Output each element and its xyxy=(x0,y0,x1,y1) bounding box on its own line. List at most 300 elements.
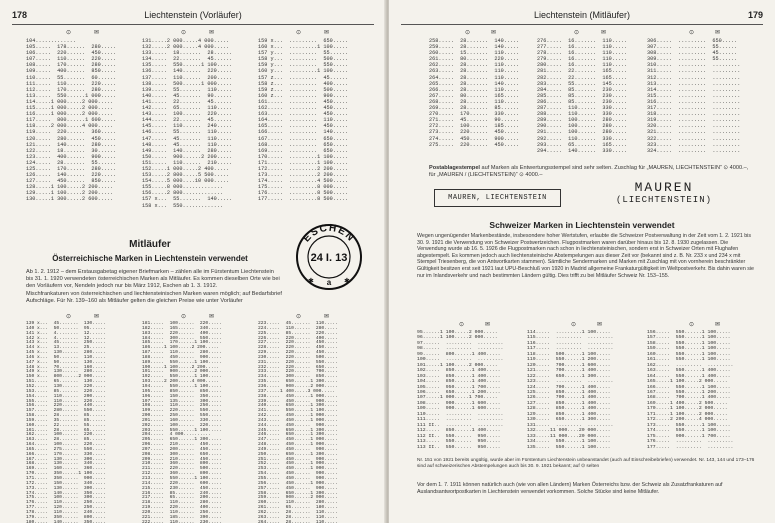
table-row: 160 y... .........1 100..... xyxy=(258,68,349,75)
table-row: 226..... 220...... 400..... xyxy=(258,335,338,341)
page-number: 179 xyxy=(747,10,763,20)
table-row: 287..... 110...... 330..... xyxy=(537,105,628,112)
table-row: 107.....1 000.....1 700..... xyxy=(417,395,498,401)
table-row: 217..... 65....... 200..... xyxy=(142,495,222,501)
table-row: 183..... 220...... 400..... xyxy=(142,330,222,336)
price-column xyxy=(537,38,627,154)
table-row: 220..... 110...... 250..... xyxy=(142,509,222,515)
table-row: 157..... 280...... 550..... xyxy=(26,408,106,414)
table-row: 194..... 550......1 100..... xyxy=(142,383,222,389)
table-row: 159..... 35....... 85...... xyxy=(26,417,106,423)
price-column xyxy=(26,38,116,203)
table-row: 284..... 85....... 230..... xyxy=(537,86,628,93)
table-row: 149 x... 130...... 280..... xyxy=(26,369,106,375)
table-row: 188..... 450...... 900..... xyxy=(142,354,222,360)
table-row: 292..... 110...... 330..... xyxy=(537,135,628,142)
table-row: 137..... 110...... 200..... xyxy=(142,74,233,81)
table-row: 256..... 450......1 000..... xyxy=(258,480,338,486)
table-row: 136..... 140...... 220..... xyxy=(142,68,233,75)
postmark-col-symbol: ⊙ xyxy=(296,30,302,36)
table-row: 155..... 110...... 220..... xyxy=(26,398,106,404)
table-row: 169..... 160...... 360..... xyxy=(26,466,106,472)
price-column xyxy=(142,322,222,523)
postmark-col-symbol: ⊙ xyxy=(574,30,580,36)
table-row: 165.....1 100.....2 000..... xyxy=(647,379,728,385)
table-row: 231..... 220...... 550..... xyxy=(258,359,338,365)
table-row: 257..... 450...... 900..... xyxy=(258,485,338,491)
table-row: 167..... 130...... 300..... xyxy=(26,456,106,462)
table-row: 125..... 850......1 400..... xyxy=(527,389,611,395)
table-row: 218..... 110...... 280..... xyxy=(142,500,222,506)
table-row: 166..... 170...... 330..... xyxy=(26,451,106,457)
table-row: 107..... 110...... 220..... xyxy=(26,56,117,63)
table-row: 147..... 45....... 110..... xyxy=(142,135,233,142)
table-row: 142 x... 4........ 12...... xyxy=(26,335,106,341)
table-row: 223..... 45....... 110..... xyxy=(258,321,338,326)
table-row: 260..... 15....... 110..... xyxy=(429,50,520,57)
table-row: 225..... 85....... 220..... xyxy=(258,330,338,336)
table-row: 156.....2 800............. xyxy=(142,190,223,197)
table-row: 157 z... ......... 45...... xyxy=(258,74,349,81)
table-row: 281..... 22....... 165..... xyxy=(537,68,628,75)
table-row: 210..... 360...... 800..... xyxy=(142,461,222,467)
table-row: 248..... 450......1 000..... xyxy=(258,442,338,448)
table-row: 160..... 550......1 100..... xyxy=(647,351,731,357)
svg-text:✱: ✱ xyxy=(344,278,350,285)
table-row: 120..... 700......1 600..... xyxy=(527,362,611,368)
table-row: 119..... 550......1 200..... xyxy=(527,357,611,363)
table-row: 125..... 170...... 280..... xyxy=(26,165,117,172)
table-row: 206..... 210...... 450..... xyxy=(142,442,222,448)
table-row: 141..... 22....... 45...... xyxy=(142,98,233,105)
table-row: 157 y... ......... 55...... xyxy=(258,50,349,57)
table-row: 202..... 100...... 220..... xyxy=(142,422,222,428)
table-row: 322..... ......... ......... xyxy=(647,135,741,142)
table-row: 245..... 650......1 300..... xyxy=(258,427,338,433)
table-row: 275..... 220...... 450..... xyxy=(429,141,520,148)
table-row: 240..... 650......1 300..... xyxy=(258,403,338,409)
table-row: 182..... 165...... 340..... xyxy=(142,325,222,331)
table-row: 230..... 220...... 500..... xyxy=(258,354,338,360)
table-row: 141 x... 4........ 12...... xyxy=(26,330,106,336)
table-row: 177..... 120...... 250..... xyxy=(26,505,106,511)
table-row: 174..... 140...... 350..... xyxy=(26,490,106,496)
table-row: 146..... 55....... 110..... xyxy=(142,129,233,136)
table-row: 241..... 550......1 100..... xyxy=(258,408,338,414)
postmark-col-symbol: ⊙ xyxy=(181,314,187,320)
table-row: 108..... 170...... 280..... xyxy=(26,62,117,69)
table-row: 311..... ......... ......... xyxy=(647,68,741,75)
table-row: 172..... .........2 200..... xyxy=(258,165,349,172)
table-row: 96......1 100.....2 000..... xyxy=(417,335,498,341)
cancellation-note-bold: Postablagestempel xyxy=(429,165,480,171)
table-row: 224..... 110...... 280..... xyxy=(258,325,338,331)
table-row: 166..... ......... 140..... xyxy=(258,129,349,136)
table-row: 197..... 135...... 300..... xyxy=(142,398,222,404)
postmark-col-symbol: ⊙ xyxy=(181,30,187,36)
table-row: 264..... 28....... 110..... xyxy=(258,519,338,523)
table-row: 157..... 550......1 100..... xyxy=(647,335,731,341)
table-row: 219..... 220...... 400..... xyxy=(142,505,222,511)
table-row: 232..... 220...... 650..... xyxy=(258,364,338,370)
table-row: 150..... 900......2 200..... xyxy=(142,153,233,160)
table-row: 213..... 550......1 100..... xyxy=(142,476,222,481)
table-row: 258..... 650......1 300..... xyxy=(258,490,338,496)
table-row: 262..... 28....... 110..... xyxy=(429,62,520,69)
table-row: 155.....8 000............. xyxy=(142,184,223,191)
price-column xyxy=(527,330,613,450)
table-row: 175..... 900......1 700..... xyxy=(647,433,731,439)
table-row: 198..... 110...... 250..... xyxy=(142,403,222,409)
table-row: 126..... 700......1 400..... xyxy=(527,395,611,401)
running-title: Liechtenstein (Vorläufer) xyxy=(144,10,242,20)
table-row: 244..... 450...... 900..... xyxy=(258,422,338,428)
table-row: 236..... 900......2 000..... xyxy=(258,383,338,389)
table-row: 159 x... ......... 650..... xyxy=(258,38,349,44)
table-row: 174..... 550......1 100..... xyxy=(647,428,731,434)
table-row: 253..... 450......1 000..... xyxy=(258,466,338,472)
svg-text:✱: ✱ xyxy=(308,278,314,285)
table-row: 270..... 170...... 330..... xyxy=(429,111,520,118)
table-row: 167..... 550......1 200..... xyxy=(647,389,731,395)
table-row: 222..... 110...... 230..... xyxy=(142,519,222,523)
table-row: 308..... ......... 45...... xyxy=(647,50,738,57)
table-row: 195..... 850...... 850..... xyxy=(142,388,222,394)
table-row: 268..... 28....... 110..... xyxy=(429,98,520,105)
table-row: 324..... ......... ......... xyxy=(647,147,741,154)
table-row: 243..... 450......1 000..... xyxy=(258,417,338,423)
table-row: 255..... 450...... 900..... xyxy=(258,476,338,481)
table-row: 316..... ......... ......... xyxy=(647,98,741,105)
price-column xyxy=(258,38,348,203)
table-row: 285..... 85....... 230..... xyxy=(537,92,628,99)
table-row: 276..... 16....... 110..... xyxy=(537,38,628,44)
table-row: 266..... 28....... 110..... xyxy=(429,86,520,93)
table-row: 143 x... 45....... 250..... xyxy=(26,340,106,346)
table-row: 289..... 100...... 280..... xyxy=(537,117,628,124)
table-row: 105..... 950......1 700..... xyxy=(417,384,501,390)
table-row: 320..... ......... ......... xyxy=(647,123,741,130)
table-row: 116.....1 000.....2 000..... xyxy=(26,111,114,118)
table-row: 234..... 300...... 850..... xyxy=(258,374,338,380)
table-row: 118..... 500......1 100..... xyxy=(527,351,611,357)
page-number: 178 xyxy=(12,10,28,20)
table-row: 140..... 45....... 90...... xyxy=(142,92,233,99)
table-row: 239..... 450...... 900..... xyxy=(258,398,338,404)
table-row: 158 x... 550............. xyxy=(142,202,223,209)
table-row: 110..... ......... ......... xyxy=(417,411,504,417)
table-row: 250..... 650......1 300..... xyxy=(258,451,338,457)
table-row: 170..... .........1 100..... xyxy=(258,153,349,160)
mauren-stamp-impression-2 xyxy=(589,180,739,205)
table-row: 214..... 220...... 600..... xyxy=(142,480,222,486)
mixed-franking-paragraph: Mischfrankaturen von österreichischen und liechtensteinischen Marken waren möglich; auf Bedarfsbrief Aufschläge. Für Nr. 139–160 als Mitläufer gelten die gleichen Preise wie unter Vorläufer xyxy=(26,291,282,304)
table-row: 167..... ......... 650..... xyxy=(258,135,349,142)
postmark-col-symbol: ⊙ xyxy=(689,30,695,36)
table-row: 228..... 220...... 450..... xyxy=(258,345,338,351)
table-row: 207..... 200...... 450..... xyxy=(142,446,222,452)
table-row: 103..... 850......1 400..... xyxy=(417,373,501,379)
table-row: 113..... 550...... 950..... xyxy=(417,439,501,445)
table-row: 221..... 185...... 390..... xyxy=(142,514,222,520)
price-column xyxy=(647,38,740,154)
table-row: 108..... 900......1 600..... xyxy=(417,400,501,406)
table-row: 161..... 550......1 100..... xyxy=(647,357,731,363)
running-title: Liechtenstein (Mitläufer) xyxy=(533,10,631,20)
cover-col-symbol: ✉ xyxy=(715,30,721,36)
table-row: 172.....2 200.....4 000..... xyxy=(647,417,728,423)
table-row: 179..... 350...... 800..... xyxy=(26,514,106,520)
cover-col-symbol: ✉ xyxy=(324,30,330,36)
table-row: 169..... ......... 650..... xyxy=(258,147,349,154)
table-row: 163..... ......... 450..... xyxy=(258,111,349,118)
table-row: 237.....1 400.....3 000..... xyxy=(258,388,336,394)
table-row: 143..... 100...... 220..... xyxy=(142,111,233,118)
table-row: 163..... 550......1 400..... xyxy=(647,368,731,374)
intro-paragraph: Ab 1. 2. 1912 – dem Erstausgabetag eigener Briefmarken – zählen alle im Fürstentum Liechtenstein bis 31. 1. 1920 verwendeten österreichischen Marken als Mitläufer. Es kommen dieselben Orte wie bei den Vorläufern vor, Nendeln jedoch nur bis März 1912, Eschen ab 1. 3. 1912. xyxy=(26,269,280,289)
table-row: 319..... ......... ......... xyxy=(647,117,741,124)
table-row: 315..... ......... ......... xyxy=(647,92,741,99)
table-row: 272..... 100...... 185..... xyxy=(429,123,520,130)
swiss-stamps-paragraph: Wegen ungenügender Markenbestände, insbesondere hoher Wertstufen, erlaubte die Schweizer Postverwaltung in der Zeit vom 1. 2. 1921 bis 30. 9. 1921 die Verwendung von Schweizer Postwertzeichen. Flugpostmarken waren darüber hinaus bis 12. 8. 1930 zugelassen. Die Verwendung wurde ab 16. 5. 1926 die Flugpostmarken nach schon in liechtensteinischen, sondern erst in Schweizer Orten mit Flughafen abgestempelt. Es kommen jedoch auch liechtensteinische Abstempelungen aus dieser Zeit vor (bekannt sind z. B. Nr. 233 x und 234 x mit Stempel Triesenberg, die von Antwortkarten stammen). Sämtliche Sendermarken und Marken mit Zuschlag mit von vornherein beschränkter Gültigkeit besitzen erst seit 1921 laut UPU-Beschluß von 1920 in Madrid allgemeine Frankaturgültigkeit im Weltpostverkehr. Bis dahin waren sie nur im Inlandsverkehr und nach bestimmten Ländern gültig. Dies trifft zu bei Mitläufer Schweiz Nr. 153–155. xyxy=(417,233,755,279)
table-row: 176..... 110...... 250..... xyxy=(26,500,106,506)
table-row: 134..... 22....... 45...... xyxy=(142,56,233,63)
postmark-col-symbol: ⊙ xyxy=(459,322,465,328)
table-row: 132.....2 000.....4 000..... xyxy=(142,44,230,51)
table-row: 165..... 275...... 550..... xyxy=(26,446,106,452)
table-row: 168..... 700......1 400..... xyxy=(647,395,731,401)
table-row: 150 x... 800......2 000..... xyxy=(26,374,106,380)
table-row: 205..... 650......1 300..... xyxy=(142,437,222,443)
table-row: 163..... 28....... 85...... xyxy=(26,437,106,443)
table-row: 177..... .........8 500..... xyxy=(258,196,349,203)
table-row: 178..... 110...... 240..... xyxy=(26,509,106,515)
table-row: 142..... 65....... 110..... xyxy=(142,105,233,112)
table-row: 106..... 220...... 450..... xyxy=(26,50,117,57)
postmark-col-symbol: ⊙ xyxy=(689,322,695,328)
left-page-header xyxy=(12,10,374,25)
table-row: 227..... 220...... 450..... xyxy=(258,340,338,346)
right-page xyxy=(389,0,775,523)
cover-col-symbol: ✉ xyxy=(597,322,603,328)
table-row: 277..... 16....... 110..... xyxy=(537,44,628,51)
table-row: 184..... 300...... 550..... xyxy=(142,335,222,341)
table-row: 286..... 85....... 230..... xyxy=(537,98,628,105)
table-row: 312..... ......... ......... xyxy=(647,74,741,81)
table-row: 283..... 55....... 145..... xyxy=(537,80,628,87)
table-row: 121..... 700......1 400..... xyxy=(527,368,611,374)
table-row: 201..... 160...... 330..... xyxy=(142,417,222,423)
table-row: 282..... 22....... 165..... xyxy=(537,74,628,81)
stamp-line-1: MAUREN xyxy=(634,180,694,195)
table-row: 317..... ......... ......... xyxy=(647,105,741,112)
postmark-col-symbol: ⊙ xyxy=(571,322,577,328)
table-row: 144 x... 13....... 25...... xyxy=(26,345,106,351)
cover-col-symbol: ✉ xyxy=(485,322,491,328)
table-row: 112..... 170...... 280..... xyxy=(26,86,117,93)
table-row: 199..... 220...... 550..... xyxy=(142,408,222,414)
table-row: 254..... 450...... 900..... xyxy=(258,471,338,477)
table-row: 123..... 400...... 900..... xyxy=(26,153,117,160)
cover-col-symbol: ✉ xyxy=(94,314,100,320)
table-row: 127..... 850......1 400..... xyxy=(527,400,611,406)
table-row: 209..... 210...... 450..... xyxy=(142,456,222,462)
table-row: 127..... 450...... 850..... xyxy=(26,178,117,185)
table-row: 274..... 450...... 900..... xyxy=(429,135,520,142)
table-row: 166..... 550......1 100..... xyxy=(647,384,731,390)
section-title: Schweizer Marken in Liechtenstein verwendet xyxy=(489,220,675,230)
table-row: 269..... 28....... 85...... xyxy=(429,105,520,112)
table-row: 122..... 650......1 300..... xyxy=(527,373,611,379)
table-row: 154..... 110...... 200..... xyxy=(26,393,106,399)
table-row: 130..... 650......1 300..... xyxy=(527,417,611,423)
table-row: 133.....11 000....20 000..... xyxy=(527,433,611,439)
table-row: 321..... ......... ......... xyxy=(647,129,741,136)
table-row: 251..... 450...... 900..... xyxy=(258,456,338,462)
table-row: 242..... 450......1 000..... xyxy=(258,413,338,419)
table-row: 306..... ......... 650..... xyxy=(647,38,738,44)
table-row: 126..... 140...... 220..... xyxy=(26,172,117,179)
footnote: Nr. 151 von 1921 bereits ungültig, wurde aber im Fürstentum Liechtenstein unbeanstandet (auch auf Einschreibebriefen) verwendet. Nr. 143, 144 und 173–176 sind auf schweizerischen Abstempelungen auch bis 30. 9. 1921 bekannt; auf ⊙ selten xyxy=(417,458,755,469)
table-row: 246..... 650......1 300..... xyxy=(258,432,338,438)
mauren-stamp-impression-1 xyxy=(434,189,561,207)
table-row: 110..... 55....... 60...... xyxy=(26,74,117,81)
right-page-header xyxy=(401,10,763,25)
table-row: 192..... 550......1 100..... xyxy=(142,374,222,380)
table-row: 252..... 450......1 000..... xyxy=(258,461,338,467)
table-row: 118.....2 000.....4 000..... xyxy=(26,123,114,130)
table-row: 171..... .........1 100..... xyxy=(258,159,349,166)
table-row: 113..... 550......1 000..... xyxy=(26,92,117,99)
table-row: 176..... ......... ......... xyxy=(647,439,734,445)
cancellation-note xyxy=(429,165,749,179)
table-row: 160 x... .........1 100..... xyxy=(258,44,349,51)
table-row: 290..... 100...... 280..... xyxy=(537,123,628,130)
price-column xyxy=(258,322,338,523)
table-row: 115.....1 000.....2 000..... xyxy=(26,105,114,112)
table-row: 181..... 100...... 220..... xyxy=(142,321,222,326)
table-row: 173..... 550......1 100..... xyxy=(647,422,731,428)
cover-col-symbol: ✉ xyxy=(601,30,607,36)
table-row: 97...... ......... ......... xyxy=(417,340,504,346)
table-row: 122..... 18....... 30...... xyxy=(26,147,117,154)
table-row: 123..... ......... ......... xyxy=(527,379,614,385)
table-row: 171..... 350...... 900..... xyxy=(26,476,106,481)
table-row: 115..... ......... ......... xyxy=(527,335,614,341)
table-row: 259..... 28....... 140..... xyxy=(429,44,520,51)
table-row: 235..... 650......1 300..... xyxy=(258,379,338,385)
table-row: 160..... 22....... 55...... xyxy=(26,422,106,428)
table-row: 145 x... 130...... 280..... xyxy=(26,350,106,356)
section-title: Mitläufer xyxy=(129,239,171,250)
table-row: 212..... 360...... 800..... xyxy=(142,471,222,477)
postmark-col-symbol: ⊙ xyxy=(66,314,72,320)
table-row: 165..... ......... 450..... xyxy=(258,123,349,130)
table-row: 158..... 28....... 85...... xyxy=(26,413,106,419)
table-row: 288..... 110...... 330..... xyxy=(537,111,628,118)
table-row: 159..... 550......1 100..... xyxy=(647,346,731,352)
price-column xyxy=(142,38,232,209)
table-row: 112 II.. 550...... 950..... xyxy=(417,433,501,439)
table-row: 132.....11 000....20 000..... xyxy=(527,428,611,434)
table-row: 260..... 110...... 280..... xyxy=(258,500,338,506)
table-row: 128.....1 100.....2 200..... xyxy=(26,184,114,191)
table-row: 247..... 450......1 000..... xyxy=(258,437,338,443)
table-row: 162..... ......... 450..... xyxy=(258,105,349,112)
table-row: 176..... .........8 500..... xyxy=(258,190,349,197)
table-row: 117..... ......... ......... xyxy=(527,346,614,352)
postmark-col-symbol: ⊙ xyxy=(66,30,72,36)
table-row: 229..... 220...... 450..... xyxy=(258,350,338,356)
table-row: 128..... 850......1 400..... xyxy=(527,406,611,412)
table-row: 164..... 100...... 220..... xyxy=(26,442,106,448)
table-row: 162..... ......... ......... xyxy=(647,362,734,368)
table-row: 157 x... 55....... 140..... xyxy=(142,196,233,203)
table-row: 111 II.. ......... ......... xyxy=(417,422,504,428)
table-row: 263..... 28....... 110..... xyxy=(429,68,520,75)
table-row: 216..... 85....... 240..... xyxy=(142,490,222,496)
table-row: 273..... 220...... 450..... xyxy=(429,129,520,136)
table-row: 168..... ......... 650..... xyxy=(258,141,349,148)
table-row: 168..... 130...... 340..... xyxy=(26,461,106,467)
table-row: 112..... 850......1 400..... xyxy=(417,428,501,434)
table-row: 307..... ......... 55...... xyxy=(647,44,738,51)
cover-col-symbol: ✉ xyxy=(209,314,215,320)
table-row: 146 x... 50....... 110..... xyxy=(26,354,106,360)
table-row: 161..... ......... 450..... xyxy=(258,98,349,105)
table-row: 152..... 130...... 220..... xyxy=(26,383,106,389)
table-row: 262..... 28....... 110..... xyxy=(258,509,338,515)
table-row: 158 z... ......... 400..... xyxy=(258,80,349,87)
cover-col-symbol: ✉ xyxy=(491,30,497,36)
table-row: 129.....1 100.....2 200..... xyxy=(26,190,114,197)
table-row: 151..... 65....... 130..... xyxy=(26,379,106,385)
table-row: 169.....1 400.....2 500..... xyxy=(647,400,728,406)
table-row: 177..... ......... ......... xyxy=(647,444,734,450)
section-subtitle: Österreichische Marken in Liechtenstein verwendet xyxy=(52,254,248,263)
table-row: 191..... 900......2 000..... xyxy=(142,369,222,375)
table-row: 149..... 140...... 280..... xyxy=(142,147,233,154)
table-row: 170..... 350......1 100..... xyxy=(26,471,106,477)
table-row: 156..... 550......1 100..... xyxy=(647,330,731,335)
table-row: 164..... ......... 110..... xyxy=(258,117,349,124)
table-row: 130.....1 300.....2 600..... xyxy=(26,196,114,203)
table-row: 144..... 22....... 45...... xyxy=(142,117,233,124)
table-row: 159 z... ......... 500..... xyxy=(258,86,349,93)
table-row: 153.....2 800.....5 500..... xyxy=(142,172,230,179)
table-row: 117..... 800......1 600..... xyxy=(26,117,117,124)
table-row: 98...... ......... ......... xyxy=(417,346,504,352)
table-row: 121..... 140...... 280..... xyxy=(26,141,117,148)
table-row: 102..... 850......1 400..... xyxy=(417,368,501,374)
table-row: 106..... 650......1 200..... xyxy=(417,389,501,395)
table-row: 278..... 16....... 110..... xyxy=(537,50,628,57)
price-column xyxy=(429,38,519,148)
table-row: 151..... 110...... 210..... xyxy=(142,159,233,166)
table-row: 208..... 300...... 650..... xyxy=(142,451,222,457)
table-row: 271..... 45....... 90...... xyxy=(429,117,520,124)
table-row: 259..... 900......2 000..... xyxy=(258,495,338,501)
table-row: 111..... ......... ......... xyxy=(417,417,504,423)
table-row: 196..... 150...... 350..... xyxy=(142,393,222,399)
table-row: 139 x... 45....... 130..... xyxy=(26,321,106,326)
stamp-text: MAUREN, LIECHTENSTEIN xyxy=(448,194,547,202)
table-row: 200..... 250...... 550..... xyxy=(142,413,222,419)
table-row: 175..... 100...... 300..... xyxy=(26,495,106,501)
table-row: 159 y... ......... 550..... xyxy=(258,62,349,69)
table-row: 193.....2 200.....4 000..... xyxy=(142,379,220,385)
table-row: 189..... 550......1 100..... xyxy=(142,359,222,365)
